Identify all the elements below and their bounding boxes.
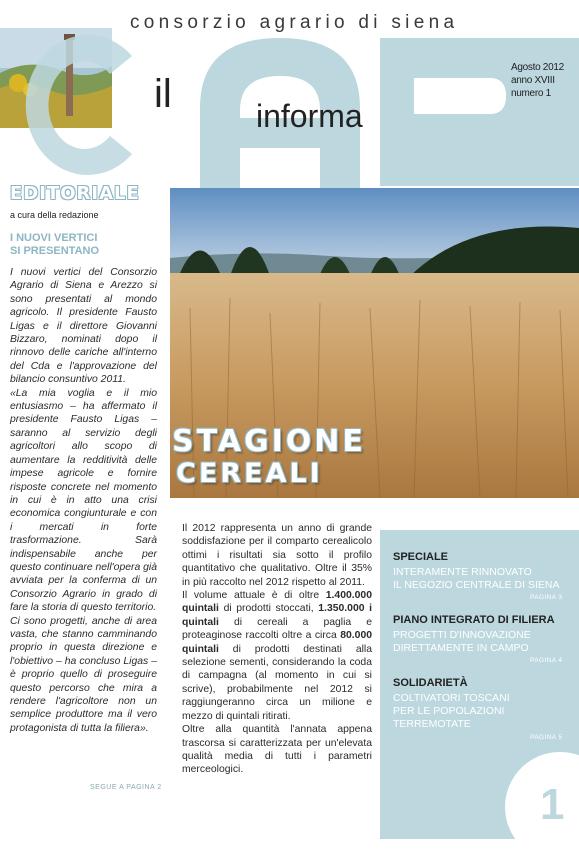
sidebar-page-ref: PAGINA 4 xyxy=(530,657,563,664)
title-il: il xyxy=(154,72,172,116)
cover-story-title-line1: STAGIONE xyxy=(172,424,366,459)
sidebar-section-solidarieta: SOLIDARIETÀ xyxy=(393,677,468,689)
cover-story-body xyxy=(182,522,372,777)
sidebar-item-line: IL NEGOZIO CENTRALE DI SIENA xyxy=(393,579,560,591)
editorial-paragraph: I nuovi vertici del Consorzio Agrario di Siena e Arezzo si sono presentati al mondo agricolo. Il presidente Fausto Ligas e il direttore Giovanni Bizzaro, nominati dopo il rinnovo delle cariche all'interno del Cda e l'approvazione del bilancio consuntivo 2011. xyxy=(10,267,157,386)
sidebar-link-coltivatori[interactable] xyxy=(393,692,510,731)
sidebar-item-line: INTERAMENTE RINNOVATO xyxy=(393,566,532,578)
cover-story-title-line2: CEREALI xyxy=(176,458,323,489)
sidebar-item-line: DIRETTAMENTE IN CAMPO xyxy=(393,642,529,654)
cover-story-paragraph xyxy=(182,589,372,723)
sidebar-page-ref: PAGINA 5 xyxy=(530,734,563,741)
stat-stored-quintals: 1.400.000 quintali xyxy=(182,590,372,615)
editorial-headline-line2: SI PRESENTANO xyxy=(10,245,100,257)
cover-story-paragraph: Oltre alla quantità l'annata appena trascorsa si caratterizzata per un'elevata qualità media di tutti i parametri merceologici. xyxy=(182,724,372,776)
text-run: di prodotti destinati alla selezione sementi, considerando la coda di campagna (al momento in cui si scrive), probabilmente nel 2012 si raggiungeranno circa un milione e mezzo di quintali ritirati. xyxy=(182,643,372,722)
page-number: 1 xyxy=(540,780,565,829)
sidebar-item-line: PROGETTI D'INNOVAZIONE xyxy=(393,629,531,641)
sidebar-section-filiera: PIANO INTEGRATO DI FILIERA xyxy=(393,614,555,626)
editorial-headline-line1: I NUOVI VERTICI xyxy=(10,232,98,244)
continue-link[interactable]: SEGUE A PAGINA 2 xyxy=(90,784,162,791)
editorial-body xyxy=(10,266,157,735)
cap-letter-p xyxy=(380,38,579,186)
sidebar-link-negozio[interactable] xyxy=(393,566,559,592)
cap-letter-c xyxy=(12,28,142,182)
issue-date: Agosto 2012 xyxy=(511,62,564,73)
stat-seed-quintals: 80.000 quintali xyxy=(182,630,372,655)
stat-harvested-quintals: 1.350.000 i quintali xyxy=(182,603,373,628)
editorial-paragraph: «La mia voglia e il mio entusiasmo – ha affermato il presidente Fausto Ligas – saranno al servizio degli agricoltori allo scopo di aumentare la redditività delle impese agricole e fornire risposte concrete nel momento in cui è in atto una crisi economica congiunturale e con i mercati in forte trasformazione. Sarà indispensabile anche per questo continuare nell'opera già avviata per la conferma di un Consorzio Agrario in grado di fare la storia di questo territorio. xyxy=(10,387,157,614)
title-informa: informa xyxy=(256,98,363,134)
text-run: Il volume attuale è di oltre xyxy=(182,590,326,602)
section-label-editoriale: EDITORIALE xyxy=(10,183,140,204)
sidebar-item-line: PER LE POPOLAZIONI xyxy=(393,705,505,717)
editorial-byline: a cura della redazione xyxy=(10,210,99,220)
text-run: di prodotti stoccati, xyxy=(218,603,319,615)
text-run: di cereali a paglia e proteaginose raccolti oltre a circa xyxy=(182,616,372,642)
sidebar-item-line: COLTIVATORI TOSCANI xyxy=(393,692,510,704)
sidebar-page-ref: PAGINA 3 xyxy=(530,594,563,601)
sidebar-link-progetti[interactable] xyxy=(393,629,531,655)
editorial-paragraph: Ci sono progetti, anche di area vasta, che stanno camminando proprio in questa direzione e l'obiettivo – ha concluso Ligas – è proprio quello di proseguire questo percorso che mira a rendere l'agricoltore non un semplice produttore ma il vero protagonista di tutta la filiera». xyxy=(10,615,157,734)
cover-story-paragraph: Il 2012 rappresenta un anno di grande soddisfazione per il comparto cerealicolo ottimi i risultati sia sotto il profilo quantitativo che qualitativo. Oltre il 35% in più raccolto nel 2012 rispetto al 2011. xyxy=(182,523,372,588)
editorial-headline xyxy=(10,232,160,258)
sidebar-section-speciale: SPECIALE xyxy=(393,551,449,563)
sidebar-item-line: TERREMOTATE xyxy=(393,718,471,730)
issue-year: anno XVIII xyxy=(511,75,555,86)
issue-number: numero 1 xyxy=(511,88,551,99)
publisher-name: consorzio agrario di siena xyxy=(130,12,459,33)
